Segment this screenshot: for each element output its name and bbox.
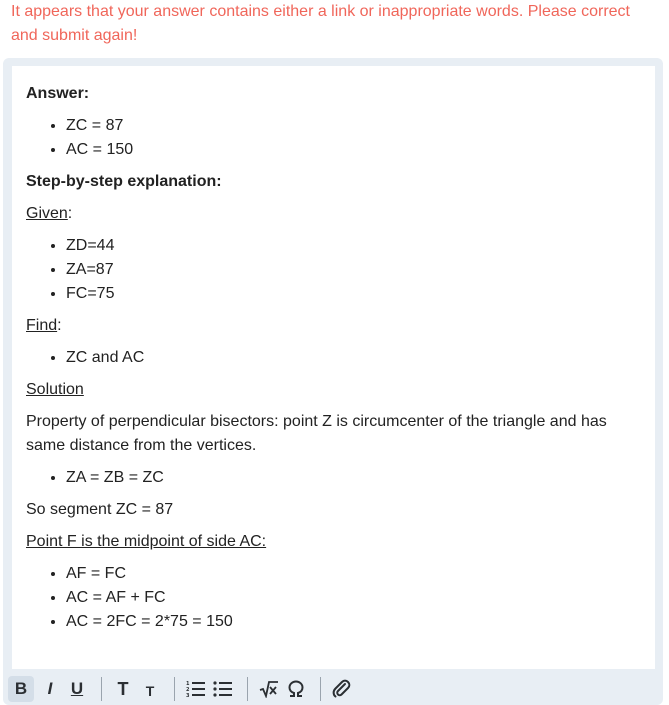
answer-editor[interactable] xyxy=(12,66,655,669)
italic-glyph: I xyxy=(47,679,53,698)
heading-large-glyph: T xyxy=(117,678,129,699)
toolbar-divider xyxy=(247,677,248,701)
given-label-line xyxy=(26,202,636,226)
bold-icon[interactable] xyxy=(8,676,34,702)
numbered-list-icon[interactable] xyxy=(185,676,207,702)
bold-glyph: B xyxy=(14,679,28,698)
toolbar-divider xyxy=(101,677,102,701)
find-list xyxy=(26,346,636,370)
list-item: • AC = 2FC = 2*75 = 150 xyxy=(66,610,636,634)
list-item: • AC = AF + FC xyxy=(66,586,636,610)
svg-text:3: 3 xyxy=(186,693,190,698)
bullet-list-icon[interactable] xyxy=(212,676,234,702)
given-label: Given xyxy=(26,205,68,222)
answer-list xyxy=(26,114,636,162)
find-colon: : xyxy=(57,317,62,334)
list-item: • ZA=87 xyxy=(66,258,636,282)
underline-glyph: U xyxy=(70,679,84,698)
svg-text:1: 1 xyxy=(186,681,190,687)
list-item: • AF = FC xyxy=(66,562,636,586)
list-item: • AC = 150 xyxy=(66,138,636,162)
error-message: It appears that your answer contains either a link or inappropriate words. Please correct and submit again! xyxy=(11,3,630,44)
omega-icon[interactable] xyxy=(285,676,307,702)
heading-large-icon[interactable] xyxy=(112,676,134,702)
square-root-icon[interactable] xyxy=(258,676,280,702)
list-item: • ZA = ZB = ZC xyxy=(66,466,636,490)
property-text: Property of perpendicular bisectors: point Z is circumcenter of the triangle and has same distance from the vertices. xyxy=(26,413,607,454)
find-label: Find xyxy=(26,317,58,334)
list-item: • ZC and AC xyxy=(66,346,636,370)
heading-small-icon[interactable] xyxy=(139,675,161,704)
find-label-line xyxy=(26,314,636,338)
explanation-heading: Step-by-step explanation: xyxy=(26,173,222,190)
property-list xyxy=(26,466,636,490)
underline-icon[interactable] xyxy=(66,676,88,702)
given-colon: : xyxy=(67,205,73,222)
list-item: • ZC = 87 xyxy=(66,114,636,138)
svg-text:2: 2 xyxy=(186,687,190,693)
midpoint-label: Point F is the midpoint of side AC: xyxy=(26,533,267,550)
heading-small-glyph: T xyxy=(145,682,155,699)
formatting-toolbar xyxy=(8,675,663,703)
italic-icon[interactable] xyxy=(39,676,61,702)
list-item: • FC=75 xyxy=(66,282,636,306)
toolbar-divider xyxy=(320,677,321,701)
attachment-icon[interactable] xyxy=(331,676,353,702)
list-item: • ZD=44 xyxy=(66,234,636,258)
so-text: So segment ZC = 87 xyxy=(26,501,174,518)
given-list xyxy=(26,234,636,306)
midpoint-list xyxy=(26,562,636,634)
toolbar-divider xyxy=(174,677,175,701)
solution-label: Solution xyxy=(26,381,84,398)
answer-heading: Answer: xyxy=(26,85,90,102)
